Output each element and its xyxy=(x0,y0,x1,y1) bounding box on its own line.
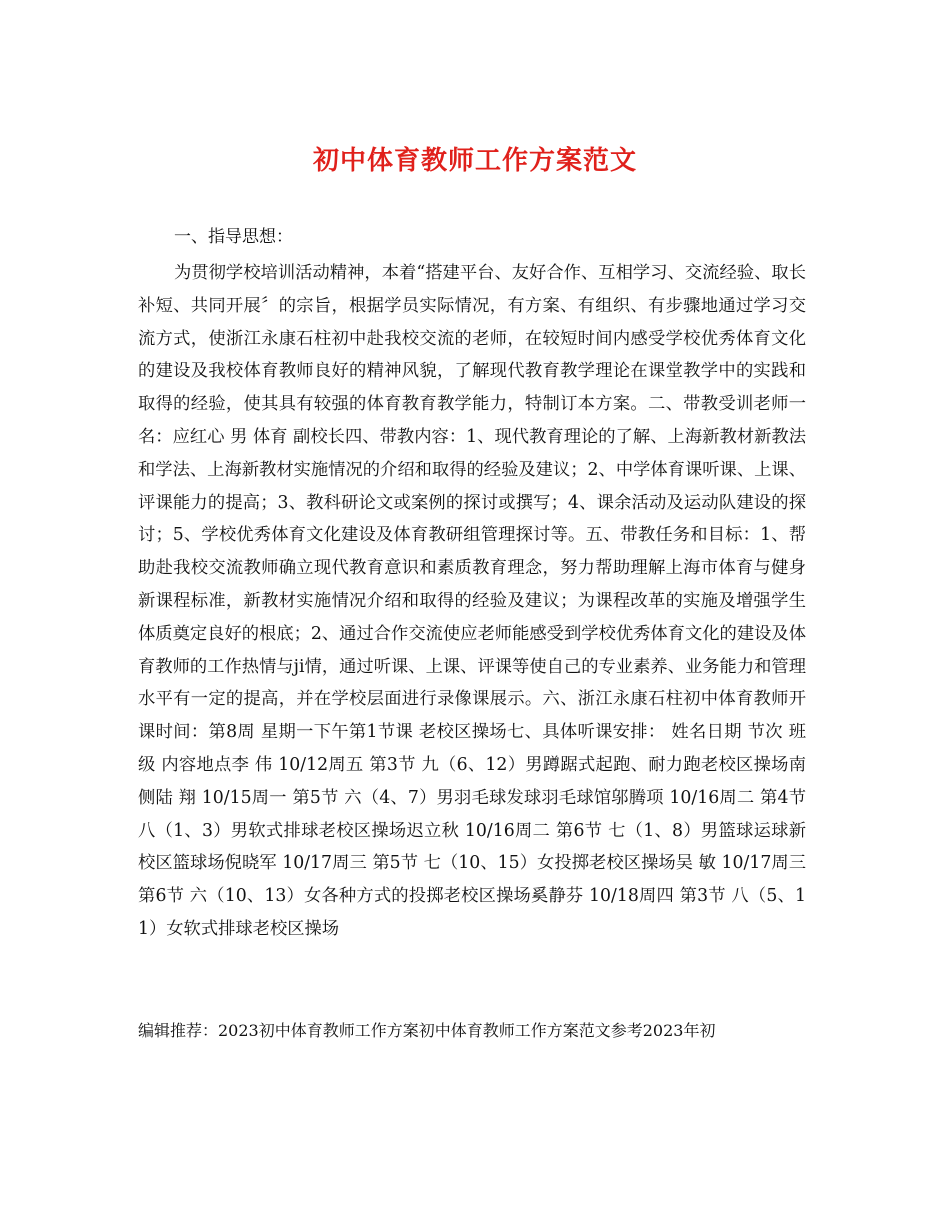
document-title: 初中体育教师工作方案范文 xyxy=(312,146,637,176)
section-heading: 一、指导思想： xyxy=(174,227,293,247)
editor-recommendation: 编辑推荐：2023初中体育教师工作方案初中体育教师工作方案范文参考2023年初 xyxy=(138,1021,716,1040)
body-paragraph: 为贯彻学校培训活动精神，本着“搭建平台、友好合作、互相学习、交流经验、取长补短、共同开展〞的宗旨，根据学员实际情况，有方案、有组织、有步骤地通过学习交流方式，使浙江永康石柱初中赴我校交流的老师，在较短时间内感受学校优秀体育文化的建设及我校体育教师良好的精神风貌，了解现代教育教学理论在课堂教学中的实践和取得的经验，使其具有较强的体育教育教学能力，特制订本方案。二、带教受训老师一名：应红心 男 体育 副校长四、带教内容：1、现代教育理论的了解、上海新教材新教法和学法、上海新教材实施情况的介绍和取得的经验及建议；2、中学体育课听课、上课、评课能力的提高；3、教科研论文或案例的探讨或撰写；4、课余活动及运动队建设的探讨；5、学校优秀体育文化建设及体育教研组管理探讨等。五、带教任务和目标：1、帮助赴我校交流教师确立现代教育意识和素质教育理念，努力帮助理解上海市体育与健身新课程标准，新教材实施情况介绍和取得的经验及建议；为课程改革的实施及增强学生体质奠定良好的根底；2、通过合作交流使应老师能感受到学校优秀体育文化的建设及体育教师的工作热情与ji情，通过听课、上课、评课等使自己的专业素养、业务能力和管理水平有一定的提高，并在学校层面进行录像课展示。六、浙江永康石柱初中体育教师开课时间：第8周 星期一下午第1节课 老校区操场七、具体听课安排： 姓名日期 节次 班级 内容地点李 伟 10/12周五 第3节 九（6、12）男蹲踞式起跑、耐力跑老校区操场南侧陆 翔 10/15周一 第5节 六（4、7）男羽毛球发球羽毛球馆邬腾项 10/16周二 第4节 八（1、3）男软式排球老校区操场迟立秋 10/16周二 第6节 七（1、8）男篮球运球新校区篮球场倪晓军 10/17周三 第5节 七（10、15）女投掷老校区操场吴 敏 10/17周三 第6节 六（10、13）女各种方式的投掷老校区操场奚静芬 10/18周四 第3节 八（5、11）女软式排球老校区操场 xyxy=(138,263,806,939)
